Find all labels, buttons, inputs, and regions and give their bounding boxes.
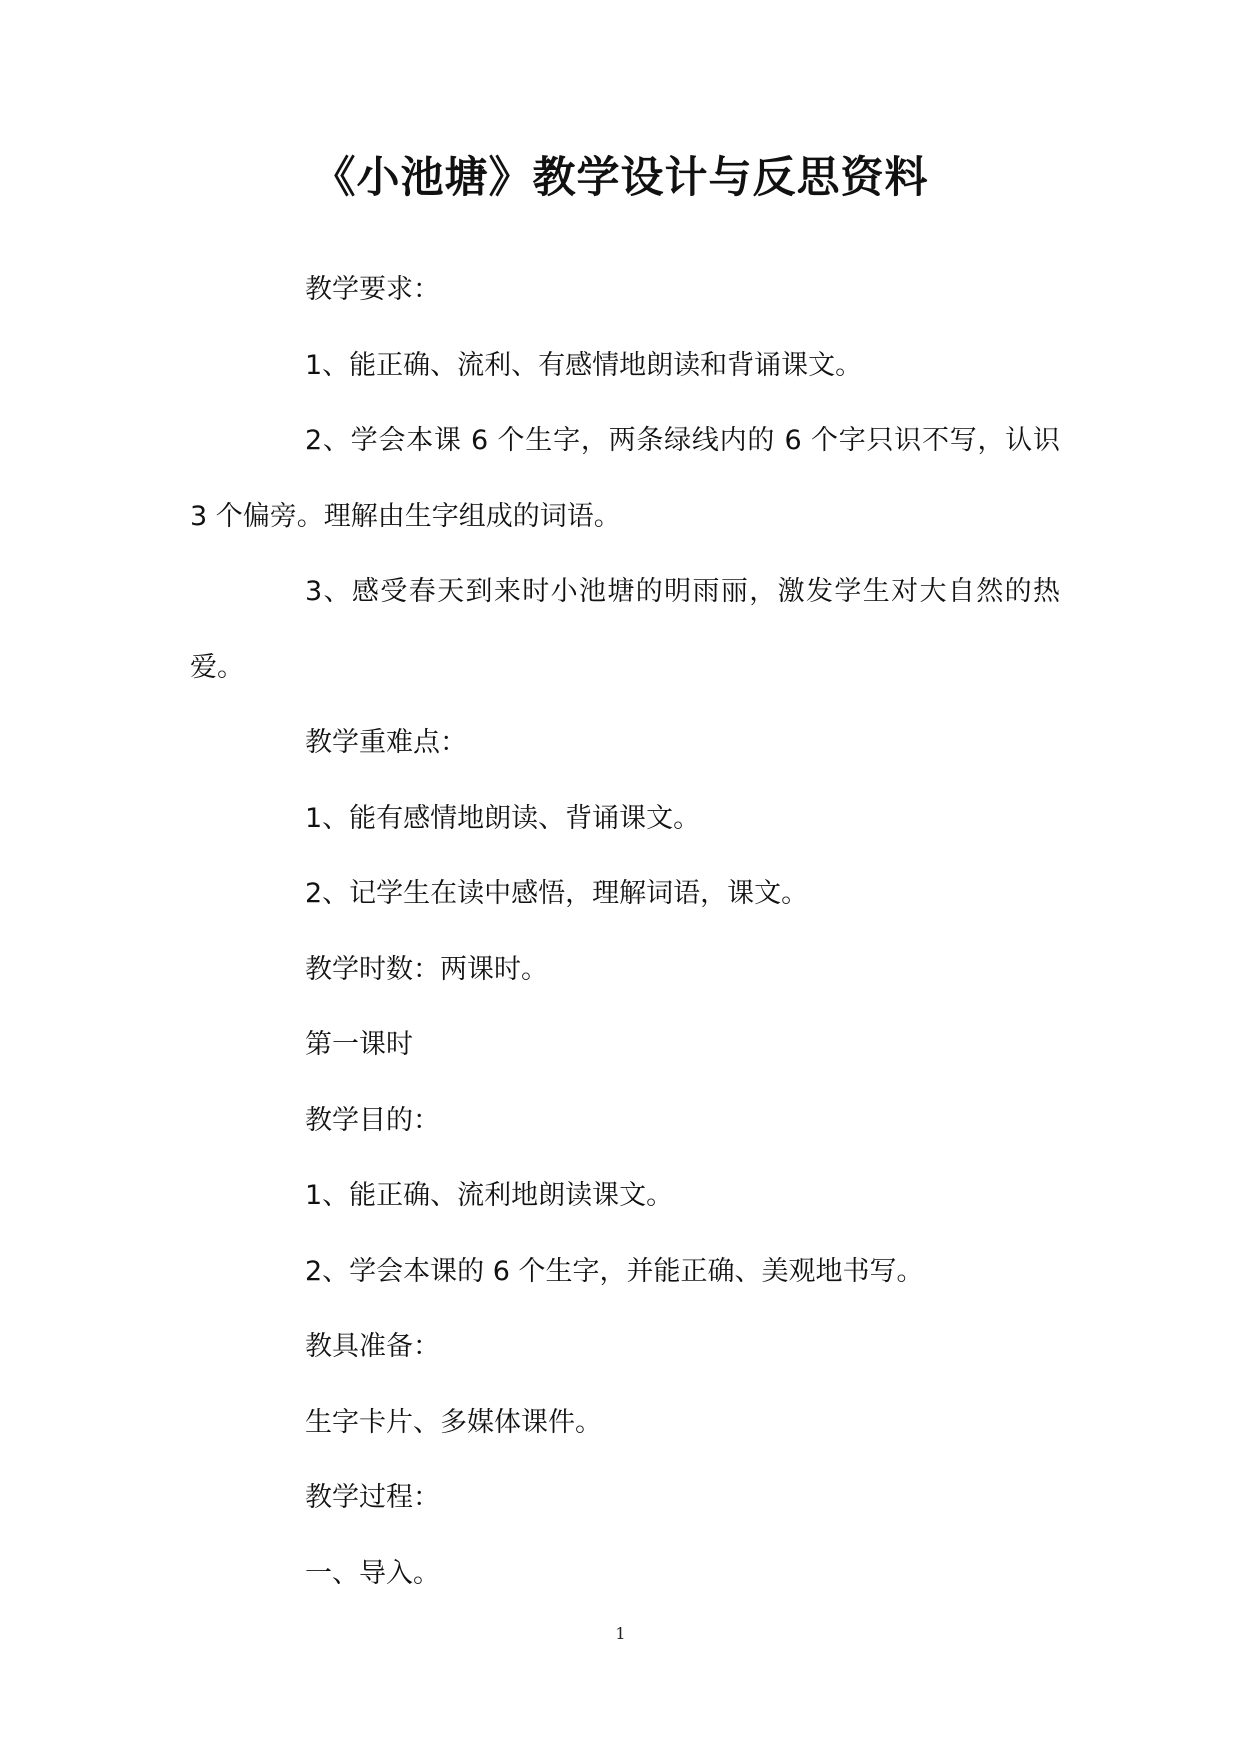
paragraph-requirement-1: 1、能正确、流利、有感情地朗读和背诵课文。 [305, 349, 863, 381]
paragraph-materials: 生字卡片、多媒体课件。 [305, 1406, 602, 1438]
paragraph-key-point-2: 2、记学生在读中感悟，理解词语，课文。 [305, 878, 809, 909]
paragraph-introduction: 一、导入。 [305, 1557, 440, 1589]
paragraph-goal-1: 1、能正确、流利地朗读课文。 [305, 1180, 674, 1211]
paragraph-teaching-requirements-heading: 教学要求： [305, 274, 440, 305]
paragraph-requirement-3: 3、感受春天到来时小池塘的明雨丽，激发学生对大自然的热爱。 [190, 576, 1060, 683]
paragraph-goal-2: 2、学会本课的 6 个生字，并能正确、美观地书写。 [305, 1255, 924, 1287]
paragraph-class-hours: 教学时数：两课时。 [305, 953, 548, 985]
paragraph-requirement-2: 2、学会本课 6 个生字，两条绿线内的 6 个字只识不写，认识 3 个偏旁。理解由生字组成的词语。 [190, 425, 1060, 532]
paragraph-teaching-goals-heading: 教学目的： [305, 1104, 440, 1136]
document-title: 《小池塘》教学设计与反思资料 [312, 153, 929, 203]
paragraph-process-heading: 教学过程： [305, 1482, 440, 1513]
document-body [190, 252, 1060, 1611]
paragraph-key-point-1: 1、能有感情地朗读、背诵课文。 [305, 802, 701, 834]
paragraph-key-points-heading: 教学重难点： [305, 727, 467, 758]
paragraph-first-lesson: 第一课时 [305, 1029, 413, 1060]
page-number: 1 [615, 1624, 626, 1643]
paragraph-materials-heading: 教具准备： [305, 1331, 440, 1362]
